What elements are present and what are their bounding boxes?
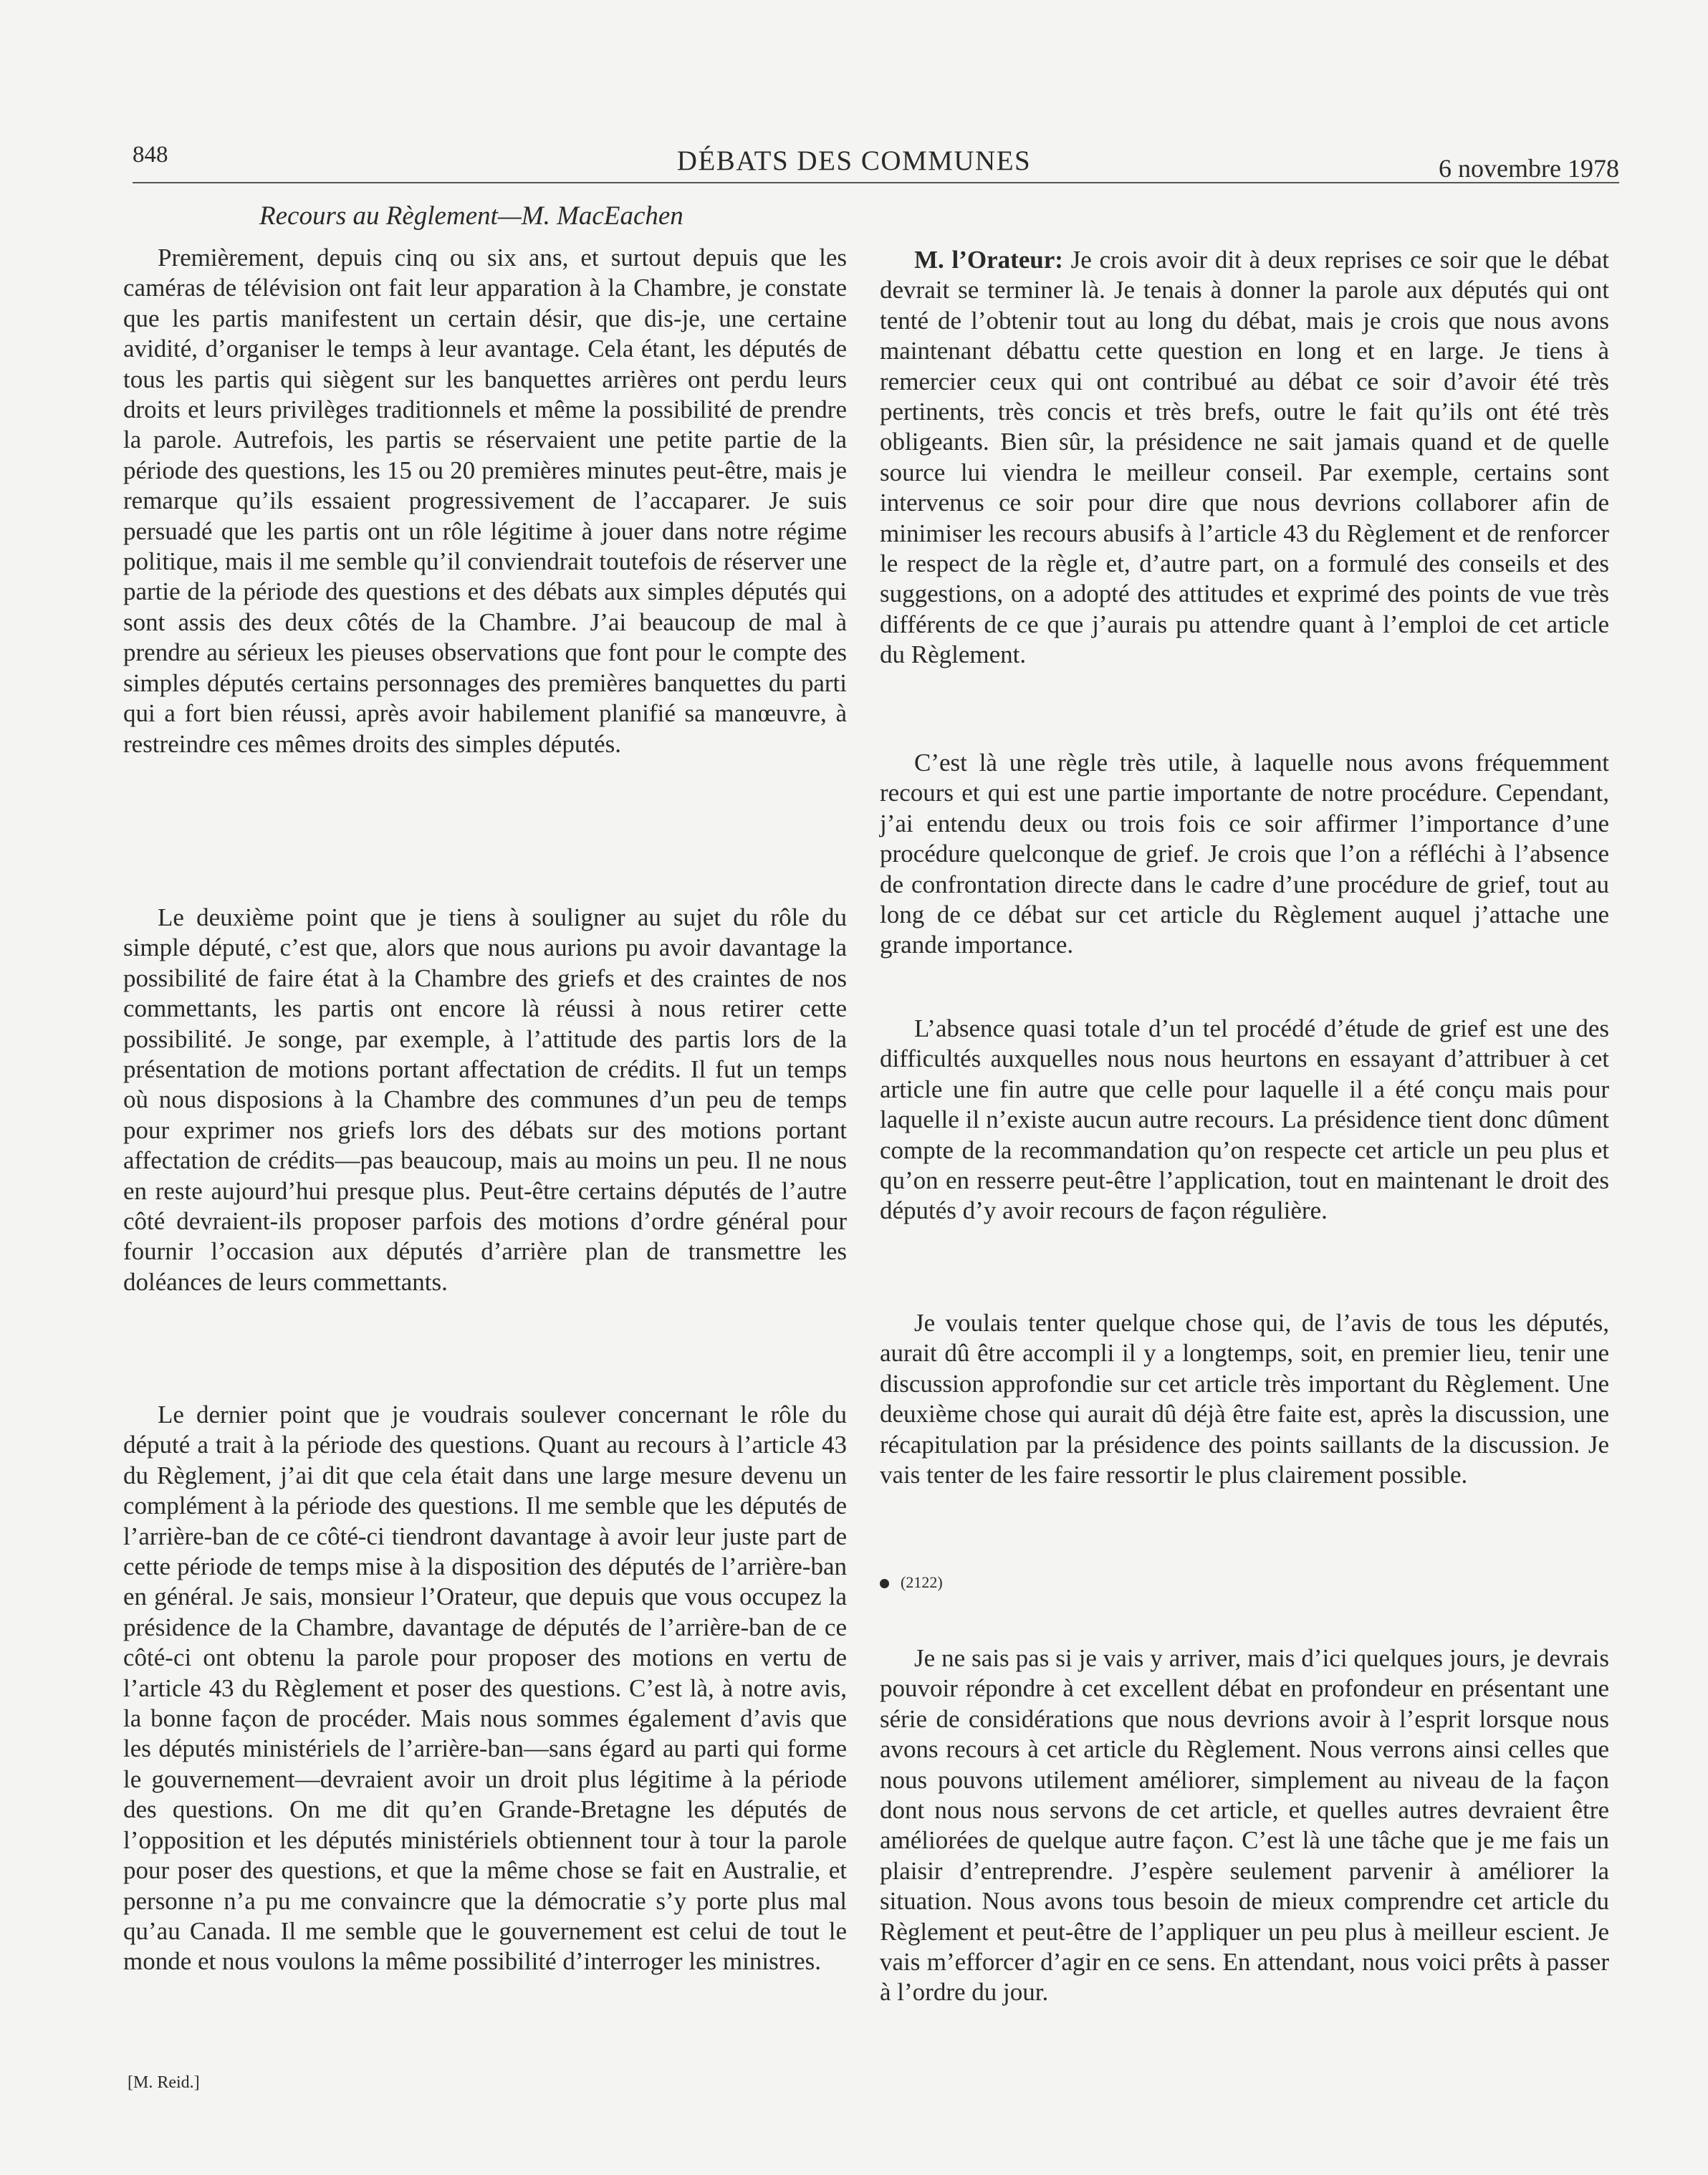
right-paragraph-5: Je ne sais pas si je vais y arriver, mais d’ici quelques jours, je devrais pouvoir répondre à cet excellent débat en profondeur en présentant une série de considérations que nous devrions avoir à l’esprit lorsque nous avons recours à cet article du Règlement. Nous verrons ainsi celles que nous pouvons utilement améliorer, simplement au niveau de la façon dont nous nous servons de cet article, et quelles autres devraient être améliorées de quelque autre façon. C’est là une tâche que je me fais un plaisir d’entreprendre. J’espère seulement parvenir à améliorer la situation. Nous avons tous besoin de mieux comprendre cet article du Règlement et peut-être de l’appliquer un peu plus à meilleur escient. Je vais m’efforcer d’agir en ce sens. En attendant, nous voici prêts à passer à l’ordre du jour.: [880, 1644, 1609, 2007]
bullet-icon: [880, 1579, 889, 1588]
header-rule: [133, 182, 1619, 183]
header-date: 6 novembre 1978: [1439, 154, 1619, 183]
right-paragraph-4: Je voulais tenter quelque chose qui, de l’avis de tous les députés, aurait dû être accompli il y a longtemps, soit, en premier lieu, tenir une discussion approfondie sur cet article très important du Règlement. Une deuxième chose qui aurait dû déjà être faite est, après la discussion, une récapitulation par la présidence des points saillants de la discussion. Je vais tenter de les faire ressortir le plus clairement possible.: [880, 1309, 1609, 1489]
speaker-text: Je crois avoir dit à deux reprises ce soir que le débat devrait se terminer là. Je tenais à donner la parole aux députés qui ont tenté de l’obtenir tout au long du débat, mais je crois que nous avons maintenant débattu cette question en long et en large. Je tiens à remercier ceux qui ont contribué au débat ce soir d’avoir été très pertinents, très concis et très brefs, outre le fait qu’ils ont été très obligeants. Bien sûr, la présidence ne sait jamais quand et de quelle source lui viendra le meilleur conseil. Par exemple, certains sont intervenus ce soir pour dire que nous devrions collaborer afin de minimiser les recours abusifs à l’article 43 du Règlement et de renforcer le respect de la règle et, d’autre part, on a formulé des conseils et des suggestions, on a adopté des attitudes et exprimé des points de vue très différents de ce que j’aurais pu attendre quant à l’emploi de cet article du Règlement.: [880, 246, 1609, 669]
speaker-paragraph: [880, 245, 1609, 671]
page-header-title: DÉBATS DES COMMUNES: [676, 145, 1032, 176]
right-paragraph-3: L’absence quasi totale d’un tel procédé d’étude de grief est une des difficultés auxquelles nous nous heurtons en essayant d’attribuer à cet article une fin autre que celle pour laquelle il a été conçu mais pour laquelle il n’existe aucun autre recours. La présidence tient donc dûment compte de la recommandation qu’on respecte cet article un peu plus et qu’on en resserre peut-être l’application, tout en maintenant le droit des députés d’y avoir recours de façon régulière.: [880, 1014, 1609, 1225]
author-reference: [M. Reid.]: [128, 2073, 200, 2092]
time-marker: [880, 1573, 943, 1592]
right-paragraph-2: C’est là une règle très utile, à laquelle nous avons fréquemment recours et qui est une partie importante de notre procédure. Cependant, j’ai entendu deux ou trois fois ce soir affirmer l’importance d’une procédure quelconque de grief. Je crois que l’on a réfléchi à l’absence de confrontation directe dans le cadre d’une procédure de grief, tout au long de ce débat sur cet article du Règlement auquel j’attache une grande importance.: [880, 749, 1609, 959]
left-paragraph-3: Le dernier point que je voudrais soulever concernant le rôle du député a trait à la période des questions. Quant au recours à l’article 43 du Règlement, j’ai dit que cela était dans une large mesure devenu un complément à la période des questions. Il me semble que les députés de l’arrière-ban de ce côté-ci tiendront davantage à avoir leur juste part de cette période de temps mise à la disposition des députés de l’arrière-ban en général. Je sais, monsieur l’Orateur, que depuis que vous occupez la présidence de la Chambre, davantage de députés de l’arrière-ban de ce côté-ci ont obtenu la parole pour proposer des motions en vertu de l’article 43 du Règlement et poser des questions. C’est là, à notre avis, la bonne façon de procéder. Mais nous sommes également d’avis que les députés ministériels de l’arrière-ban—sans égard au parti qui forme le gouvernement—devraient avoir un droit plus légitime à la période des questions. On me dit qu’en Grande-Bretagne les députés de l’opposition et les députés ministériels obtiennent tour à tour la parole pour poser des questions, et que la même chose se fait en Australie, et personne n’a pu me convaincre que la démocratie s’y porte plus mal qu’au Canada. Il me semble que le gouvernement est celui de tout le monde et nous voulons la même possibilité d’interroger les ministres.: [123, 1401, 847, 1976]
time-marker-text: (2122): [901, 1573, 943, 1591]
running-title: Recours au Règlement—M. MacEachen: [259, 201, 683, 231]
left-paragraph-1: Premièrement, depuis cinq ou six ans, et surtout depuis que les caméras de télévision ont fait leur apparation à la Chambre, je constate que les partis manifestent un certain désir, que dis-je, une certaine avidité, d’organiser le temps à leur avantage. Cela étant, les députés de tous les partis qui siègent sur les banquettes arrières ont perdu leurs droits et leurs privilèges traditionnels et même la possibilité de prendre la parole. Autrefois, les partis se réservaient une petite partie de la période des questions, les 15 ou 20 premières minutes peut-être, mais je remarque qu’ils essaient progressivement de l’accaparer. Je suis persuadé que les partis ont un rôle légitime à jouer dans notre régime politique, mais il me semble qu’il conviendrait toutefois de réserver une partie de la période des questions et des débats aux simples députés qui sont assis des deux côtés de la Chambre. J’ai beaucoup de mal à prendre au sérieux les pieuses observations que font pour le compte des simples députés certains personnages des premières banquettes du parti qui a fort bien réussi, après avoir habilement planifié sa manœuvre, à restreindre ces mêmes droits des simples députés.: [123, 244, 847, 758]
left-paragraph-2: Le deuxième point que je tiens à souligner au sujet du rôle du simple député, c’est que, alors que nous aurions pu avoir davantage la possibilité de faire état à la Chambre des griefs et des craintes de nos commettants, les partis ont encore là réussi à nous retirer cette possibilité. Je songe, par exemple, à l’attitude des partis lors de la présentation de motions portant affectation de crédits. Il fut un temps où nous disposions à la Chambre des communes d’un peu de temps pour exprimer nos griefs lors des débats sur des motions portant affectation de crédits—pas beaucoup, mais au moins un peu. Il ne nous en reste aujourd’hui presque plus. Peut-être certains députés de l’autre côté devraient-ils proposer parfois des motions d’ordre général pour fournir l’occasion aux députés d’arrière plan de transmettre les doléances de leurs commettants.: [123, 903, 847, 1296]
page-number: 848: [133, 142, 168, 168]
speaker-name: M. l’Orateur:: [914, 246, 1063, 274]
